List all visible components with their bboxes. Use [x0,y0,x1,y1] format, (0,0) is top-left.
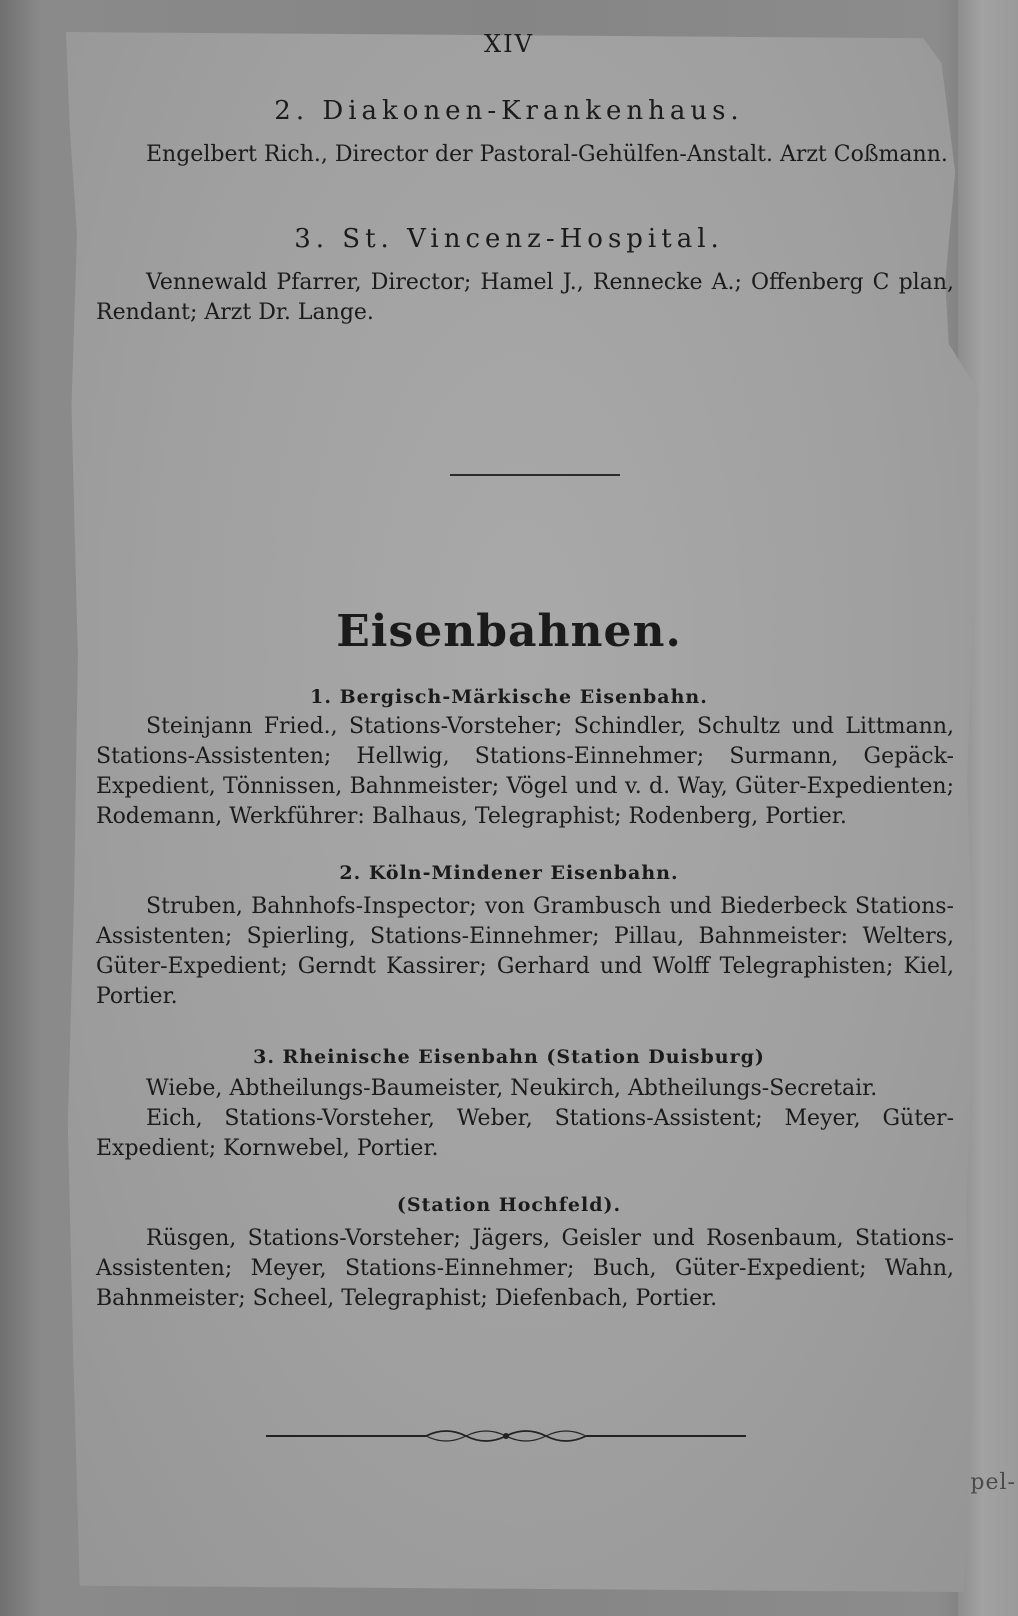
hospital-text-diakonen [96,140,954,170]
railway-heading-bergisch: 1. Bergisch-Märkische Eisenbahn. [310,686,708,708]
railway-heading-rheinisch: 3. Rheinische Eisenbahn (Station Duisburg) [253,1046,765,1068]
adjacent-page-fragment: pel- [970,1470,1016,1495]
hospital-heading-diakonen: 2. Diakonen-Krankenhaus. [274,96,744,126]
ornamental-rule [266,1424,746,1448]
railway-text-bergisch [96,712,954,832]
railway-paragraph: Rüsgen, Stations-Vorsteher; Jägers, Geisler und Rosenbaum, Stations-Assistenten; Meyer, Stations-Einnehmer; Buch, Güter-Expedient; Wahn, Bahnmeister; Scheel, Telegraphist; Diefenbach, Portier. [96,1226,954,1311]
page-number: XIV [484,30,534,58]
hospital-paragraph: Engelbert Rich., Director der Pastoral-Gehülfen-Anstalt. Arzt Coßmann. [146,142,948,167]
railways-title: Eisenbahnen. [336,606,682,657]
hospital-paragraph: Vennewald Pfarrer, Director; Hamel J., Rennecke A.; Offenberg C plan, Rendant; Arzt Dr. Lange. [96,270,954,325]
railway-paragraph: Struben, Bahnhofs-Inspector; von Grambusch und Biederbeck Stations-Assistenten; Spierling, Stations-Einnehmer; Pillau, Bahnmeister: Welters, Güter-Expedient; Gerndt Kassirer; Gerhard und Wolff Telegraphisten; Kiel, Portier. [96,894,954,1009]
hospital-heading-vincenz: 3. St. Vincenz-Hospital. [294,224,724,254]
railway-text-koeln [96,892,954,1012]
railway-paragraph: Wiebe, Abtheilungs-Baumeister, Neukirch, Abtheilungs-Secretair. [146,1076,878,1101]
railway-heading-koeln: 2. Köln-Mindener Eisenbahn. [339,862,679,884]
hospital-text-vincenz [96,268,954,328]
railway-text-hochfeld [96,1224,954,1314]
section-divider [450,474,620,476]
railway-heading-hochfeld: (Station Hochfeld). [396,1194,622,1216]
railway-text-rheinisch [96,1074,954,1164]
railway-paragraph: Steinjann Fried., Stations-Vorsteher; Schindler, Schultz und Littmann, Stations-Assistenten; Hellwig, Stations-Einnehmer; Surmann, Gepäck-Expedient, Tönnissen, Bahnmeister; Vögel und v. d. Way, Güter-Expedienten; Rodemann, Werkführer: Balhaus, Telegraphist; Rodenberg, Portier. [96,714,954,829]
railway-paragraph: Eich, Stations-Vorsteher, Weber, Stations-Assistent; Meyer, Güter-Expedient; Kornwebel, Portier. [96,1106,954,1161]
